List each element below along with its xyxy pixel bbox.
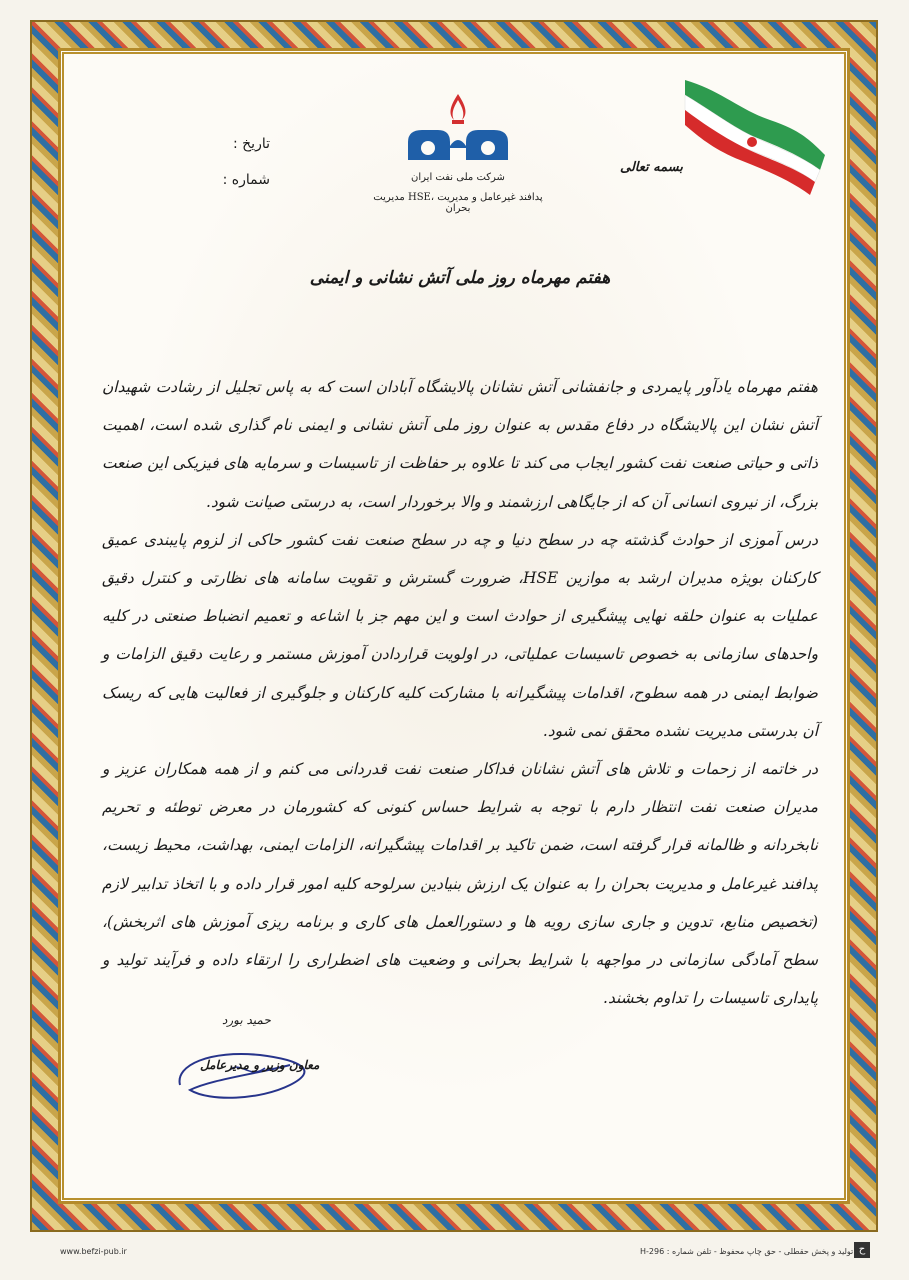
company-name: شرکت ملی نفت ایران [411,172,505,183]
print-info: تولید و پخش حقطلی - حق چاپ محفوظ - تلفن شماره : H-296 [640,1247,854,1256]
nioc-logo-icon [398,90,518,170]
letter-title: هفتم مهرماه روز ملی آتش نشانی و ایمنی [309,268,611,288]
number-label: شماره : [222,172,270,188]
body-paragraph: درس آموزی از حوادث گذشته چه در سطح دنیا و چه در سطح صنعت نفت کشور حاکی از لزوم پایبندی عمیق کارکنان بویژه مدیران ارشد به موازین HSE، ضرورت گسترش و تقویت سامانه های نظارتی و کنترل دقیق عملیات به عنوان حلقه نهایی پیشگیری از حوادث است و این مهم جز با اشاعه و تعمیم انضباط صنعتی در کلیه واحدهای سازمانی به خصوص تاسیسات عملیاتی، در اولویت قراردادن آموزش مستمر و رعایت دقیق الزامات و ضوابط ایمنی در همه سطوح، اقدامات پیشگیرانه با مشارکت کلیه کارکنان و جلوگیری از فعالیت هایی که ریسک آن بدرستی مدیریت نشده محقق نمی شود. [102,530,819,740]
letter-body [102,368,818,1017]
publisher-logo-icon: ح [854,1242,870,1258]
department-name: مدیریت HSE، پدافند غیرعامل و مدیریت بحران [373,192,543,214]
bismillah-heading: بسمه تعالی [620,160,683,175]
signatory-role: معاون وزیر و مدیرعامل [200,1058,320,1072]
body-paragraph: در خاتمه از زحمات و تلاش های آتش نشانان فداکار صنعت نفت قدردانی می کنم و از همه همکاران عزیز و مدیران صنعت نفت انتظار دارم با توجه به شرایط حساس کنونی که کشورمان در معرض توطئه و تحریم نابخردانه و ظالمانه قرار گرفته است، ضمن تاکید بر اقدامات پیشگیرانه، الزامات ایمنی، بهداشت، محیط زیست، پدافند غیرعامل و مدیریت بحران را به عنوان یک ارزش بنیادین سرلوحه کلیه امور قرار داده و با اتخاذ تدابیر لازم (تخصیص منابع، تدوین و جاری سازی رویه ها و دستورالعمل های کاری و برنامه ریزی آموزش های اثربخش)، سطح آمادگی سازمانی در مواجهه با شرایط بحرانی و وضعیت های اضطراری را ارتقاء داده و فرآیند تولید و پایداری تاسیسات را تداوم بخشند. [102,760,818,1008]
publisher-website: www.befzi-pub.ir [60,1247,127,1256]
iran-flag-icon [680,70,830,200]
date-label: تاریخ : [232,136,270,152]
signatory-name: حمید بورد [222,1013,271,1027]
body-paragraph: هفتم مهرماه یادآور پایمردی و جانفشانی آتش نشانان پالایشگاه آبادان است که به پاس تجلیل از رشادت شهیدان آتش نشان این پالایشگاه در دفاع مقدس به عنوان روز ملی آتش نشانی و ایمنی نام گذاری شده است، اهمیت ذاتی و حیاتی صنعت نفت کشور ایجاب می کند تا علاوه بر حفاظت از تاسیسات و سرمایه های فیزیکی این صنعت بزرگ، از نیروی انسانی آن که از جایگاهی ارزشمند و والا برخوردار است، به درستی صیانت شود. [102,378,818,511]
